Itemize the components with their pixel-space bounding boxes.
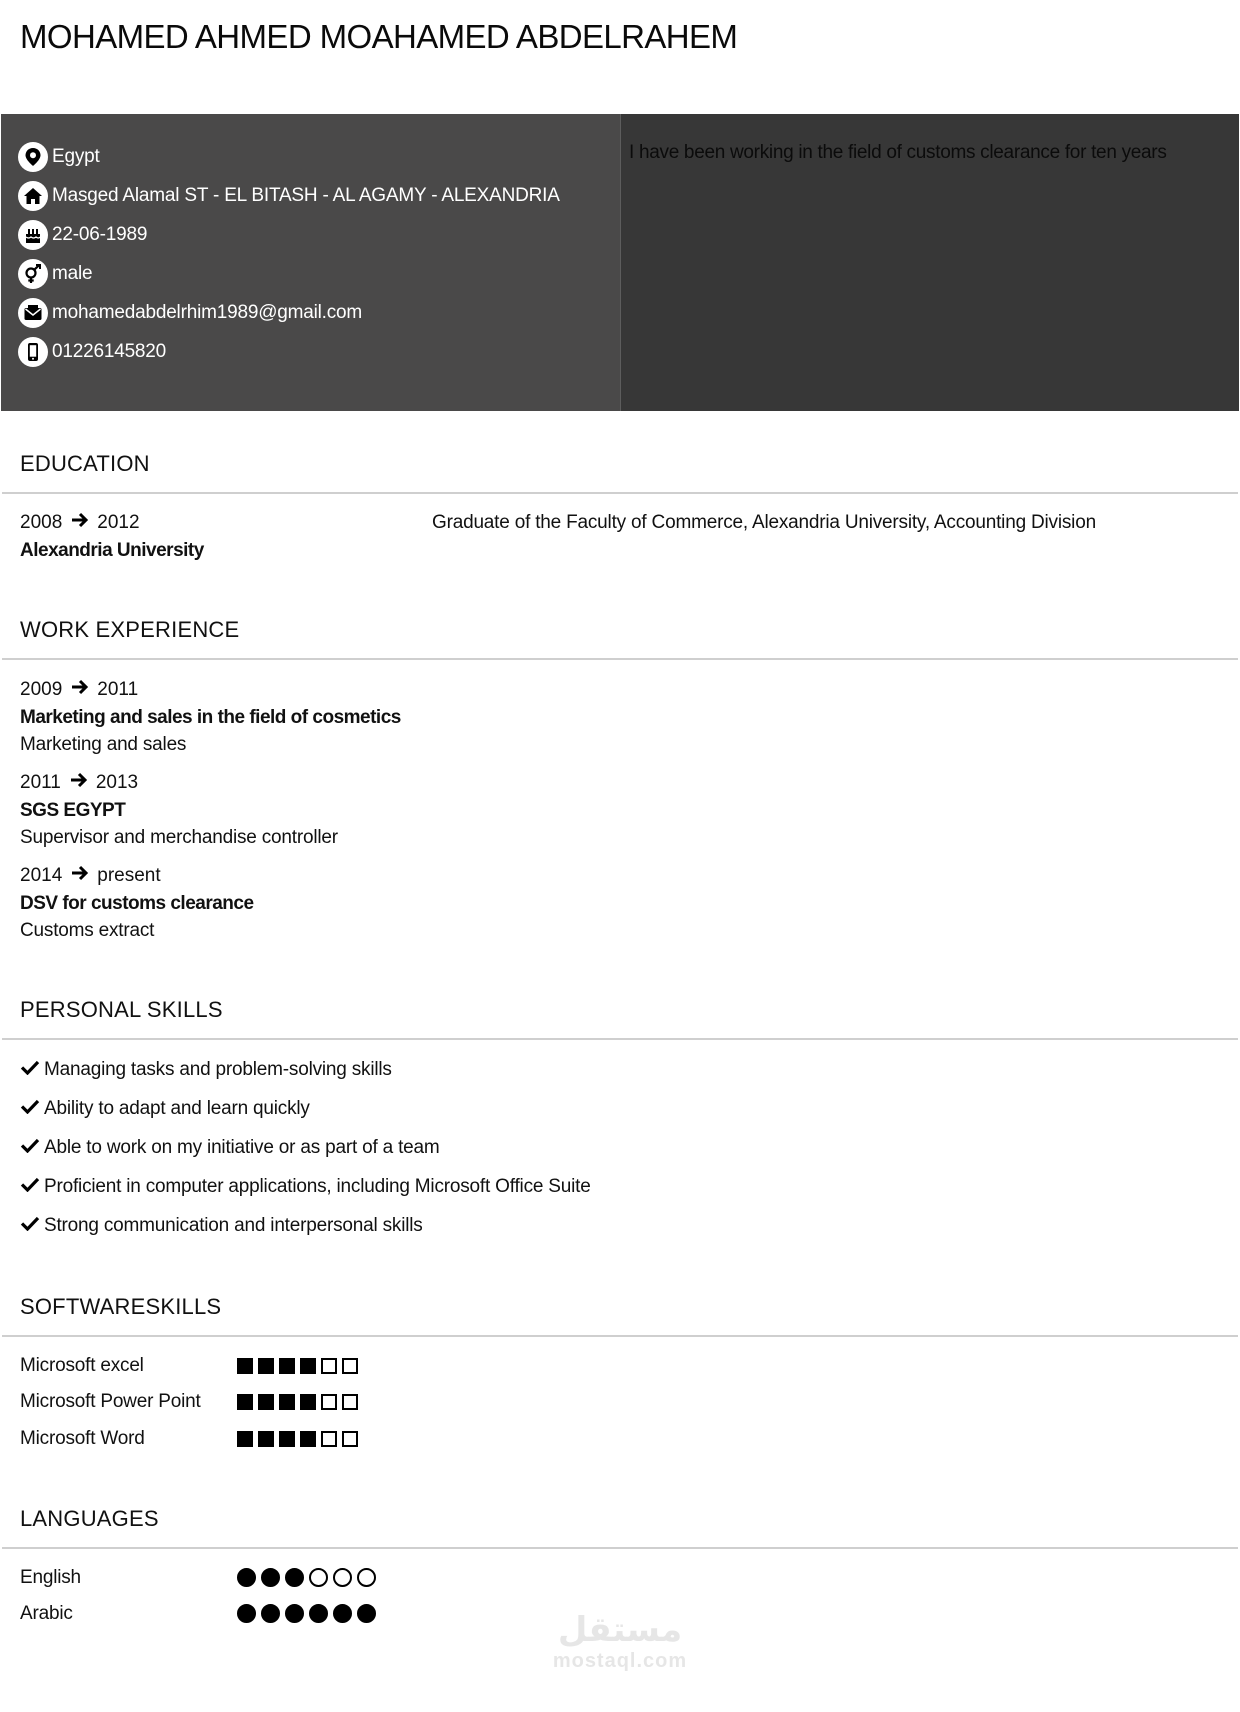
rating-empty-mark [342,1394,358,1410]
education-institution: Alexandria University [20,540,204,561]
watermark-logo: مستقل [557,1611,683,1649]
rating-empty-mark [342,1431,358,1447]
language-name: English [20,1567,81,1588]
work-company: SGS EGYPT [20,800,126,821]
checkmark-icon [20,1176,40,1198]
watermark-text: mostaql.com [552,1650,688,1672]
personal-skill-item [20,1098,310,1120]
software-skill-name: Microsoft excel [20,1355,144,1376]
gender-text: male [52,263,93,284]
rating-filled-mark [285,1604,304,1623]
contact-email [18,298,362,328]
personal-skill-item [20,1215,423,1237]
software-skills-heading: SOFTWARESKILLS [20,1294,222,1319]
education-heading: EDUCATION [20,451,150,476]
location-pin-icon [18,142,48,172]
rating-filled-mark [237,1431,253,1447]
mobile-phone-icon [18,337,48,367]
work-dates [20,679,138,701]
arrow-right-icon [70,772,88,794]
checkmark-icon [20,1137,40,1159]
rating-filled-mark [309,1604,328,1623]
mostaql-watermark [540,1610,700,1682]
software-skill-rating [237,1431,358,1447]
work-company: DSV for customs clearance [20,893,254,914]
personal-skill-text: Managing tasks and problem-solving skills [44,1059,392,1080]
rating-filled-mark [258,1431,274,1447]
education-divider [2,492,1238,494]
personal-skill-item [20,1176,591,1198]
work-dates [20,772,138,794]
email-icon [18,298,48,328]
language-rating [237,1604,376,1623]
rating-empty-mark [357,1568,376,1587]
work-dates [20,865,161,887]
birthdate-text: 22-06-1989 [52,224,148,245]
work-end: 2011 [97,679,139,700]
personal-skill-item [20,1137,440,1159]
rating-filled-mark [279,1394,295,1410]
profile-summary: I have been working in the field of customs clearance for ten years [629,142,1167,163]
software-skills-divider [2,1335,1238,1337]
contact-address [18,181,560,211]
personal-skill-item [20,1059,392,1081]
contact-phone [18,337,166,367]
profile-summary-panel [620,114,1239,411]
rating-filled-mark [237,1568,256,1587]
rating-filled-mark [258,1358,274,1374]
work-heading: WORK EXPERIENCE [20,617,240,642]
rating-filled-mark [285,1568,304,1587]
email-link[interactable]: mohamedabdelrhim1989@gmail.com [52,302,363,323]
education-dates [20,512,140,534]
phone-text: 01226145820 [52,341,167,362]
rating-filled-mark [261,1604,280,1623]
rating-filled-mark [237,1394,253,1410]
rating-filled-mark [300,1431,316,1447]
education-description: Graduate of the Faculty of Commerce, Alexandria University, Accounting Division [432,512,1096,533]
checkmark-icon [20,1098,40,1120]
software-skill-name: Microsoft Power Point [20,1391,201,1412]
education-start: 2008 [20,512,63,533]
rating-filled-mark [333,1604,352,1623]
rating-empty-mark [321,1394,337,1410]
birthday-cake-icon [18,220,48,250]
personal-skill-text: Strong communication and interpersonal skills [44,1215,423,1236]
contact-gender [18,259,92,289]
candidate-name: MOHAMED AHMED MOAHAMED ABDELRAHEM [20,18,738,55]
rating-filled-mark [258,1394,274,1410]
work-divider [2,658,1238,660]
work-role: Supervisor and merchandise controller [20,827,338,848]
rating-filled-mark [261,1568,280,1587]
arrow-right-icon [71,865,89,887]
personal-skill-text: Proficient in computer applications, including Microsoft Office Suite [44,1176,591,1197]
rating-empty-mark [321,1358,337,1374]
checkmark-icon [20,1059,40,1081]
software-skill-rating [237,1358,358,1374]
rating-filled-mark [300,1394,316,1410]
contact-birthdate [18,220,147,250]
rating-filled-mark [279,1431,295,1447]
software-skill-name: Microsoft Word [20,1428,145,1449]
work-start: 2009 [20,679,63,700]
personal-skill-text: Able to work on my initiative or as part of a team [44,1137,440,1158]
personal-skills-heading: PERSONAL SKILLS [20,997,223,1022]
work-start: 2011 [20,772,61,793]
education-end: 2012 [97,512,140,533]
contact-panel [1,114,1239,411]
home-icon [18,181,48,211]
gender-icon [18,259,48,289]
rating-filled-mark [300,1358,316,1374]
arrow-right-icon [71,512,89,534]
languages-divider [2,1547,1238,1549]
work-end: 2013 [95,772,139,793]
languages-heading: LANGUAGES [20,1506,159,1531]
personal-skills-divider [2,1038,1238,1040]
rating-empty-mark [309,1568,328,1587]
rating-filled-mark [237,1358,253,1374]
work-end: present [97,865,161,886]
rating-filled-mark [237,1604,256,1623]
arrow-right-icon [71,679,89,701]
language-rating [237,1568,376,1587]
contact-info [1,114,620,411]
language-name: Arabic [20,1603,73,1624]
checkmark-icon [20,1215,40,1237]
work-role: Customs extract [20,920,155,941]
address-text: Masged Alamal ST - EL BITASH - AL AGAMY - ALEXANDRIA [52,185,560,206]
rating-empty-mark [342,1358,358,1374]
software-skill-rating [237,1394,358,1410]
country-text: Egypt [52,146,100,167]
work-role: Marketing and sales [20,734,187,755]
rating-filled-mark [357,1604,376,1623]
work-company: Marketing and sales in the field of cosmetics [20,707,401,728]
work-start: 2014 [20,865,63,886]
rating-empty-mark [333,1568,352,1587]
rating-empty-mark [321,1431,337,1447]
contact-country [18,142,100,172]
rating-filled-mark [279,1358,295,1374]
personal-skill-text: Ability to adapt and learn quickly [44,1098,310,1119]
